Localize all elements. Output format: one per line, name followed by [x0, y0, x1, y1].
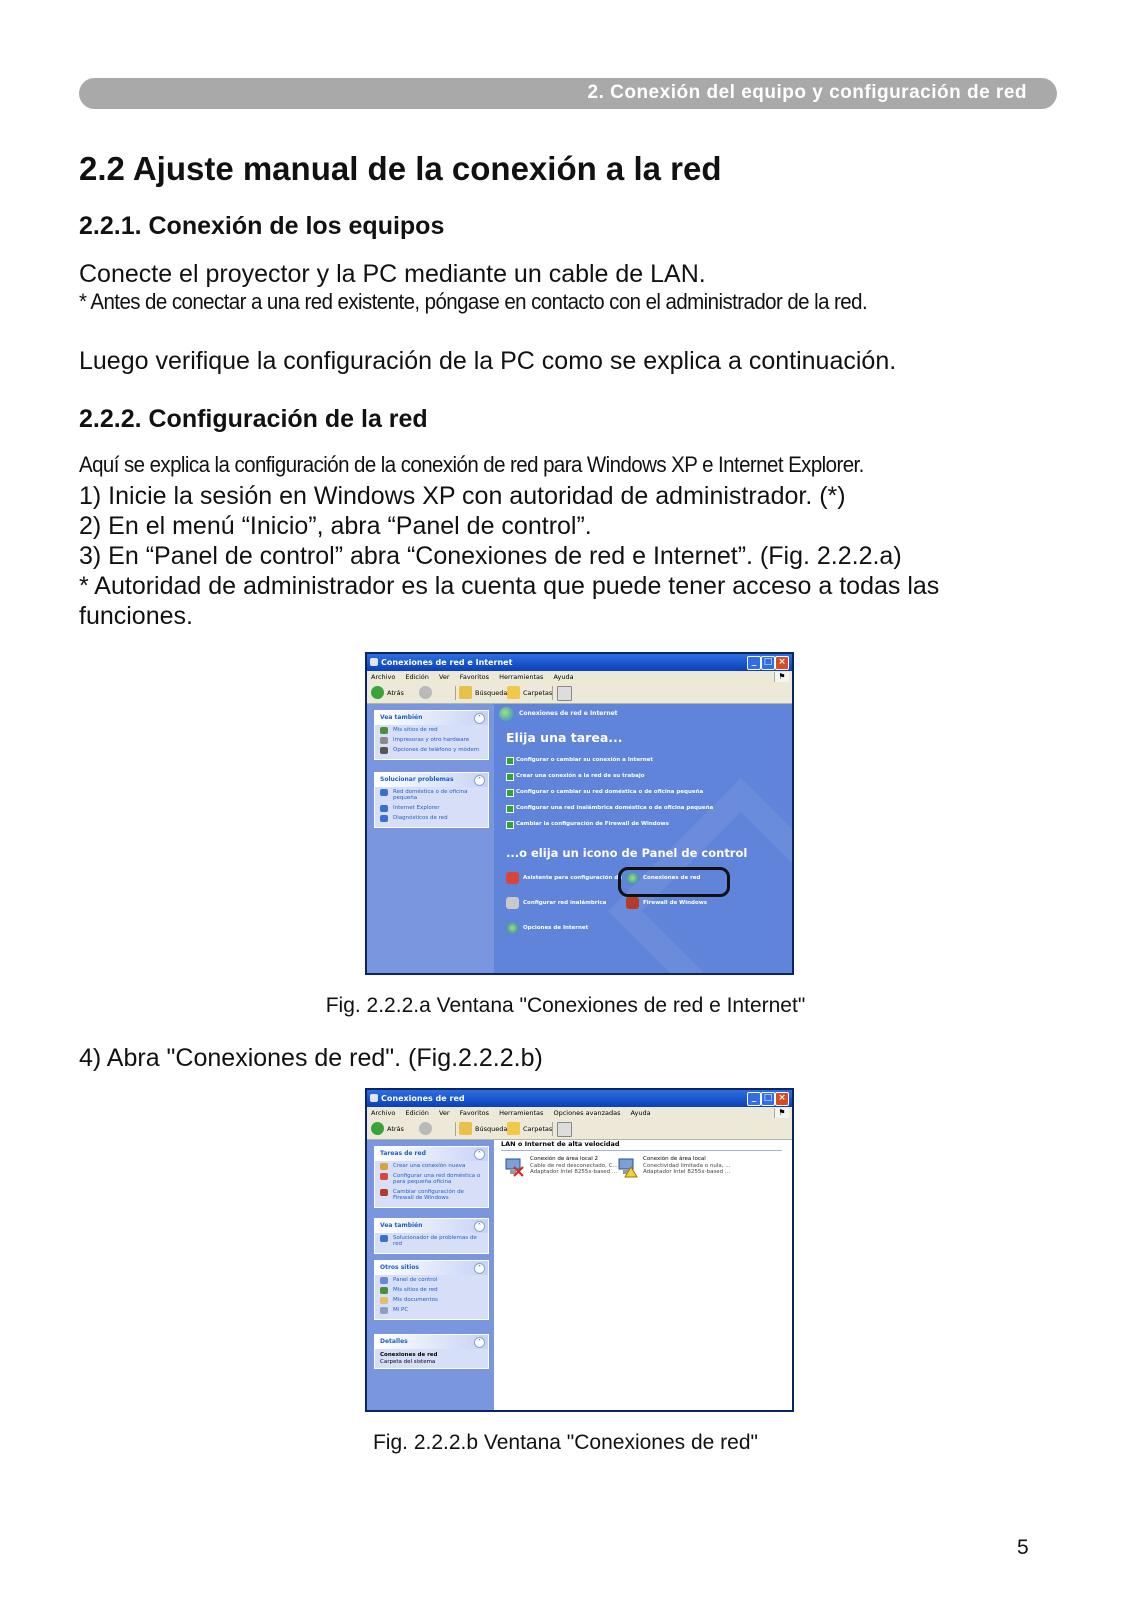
troubleshoot-item[interactable]: Diagnósticos de red [375, 813, 488, 827]
connection-item[interactable] [503, 1156, 618, 1176]
figure-b-task-pane [367, 1140, 494, 1410]
minimize-icon[interactable]: _ [747, 656, 761, 670]
network-places-icon [380, 727, 388, 734]
figure-b-window [365, 1088, 794, 1412]
menu-ayuda[interactable]: Ayuda [553, 673, 574, 681]
network-task-item[interactable]: Cambiar configuración de Firewall de Windows [375, 1187, 488, 1207]
search-label[interactable]: Búsqueda [475, 1125, 508, 1133]
see-also-box [374, 710, 489, 760]
other-places-title[interactable]: Otros sitios ˄ [375, 1261, 488, 1275]
menu-ayuda[interactable]: Ayuda [630, 1109, 651, 1117]
toolbar-separator [455, 1122, 456, 1136]
internet-options-icon [506, 922, 519, 934]
section-title: 2.2 Ajuste manual de la conexión a la red [79, 150, 722, 187]
collapse-icon[interactable]: ˄ [474, 775, 485, 786]
menu-edicion[interactable]: Edición [405, 1109, 429, 1117]
figure-b-titlebar [367, 1090, 792, 1107]
arrow-icon [506, 757, 514, 765]
connection-name: Conexión de área local [643, 1156, 706, 1162]
step-2: 2) En el menú “Inicio”, abra “Panel de control”. [79, 512, 592, 540]
figure-b-menubar [367, 1107, 792, 1119]
back-label[interactable]: Atrás [387, 689, 404, 697]
help-icon [380, 1235, 388, 1242]
page-number: 5 [1017, 1536, 1029, 1559]
paragraph-intro: Aquí se explica la configuración de la conexión de red para Windows XP e Internet Explorer. [79, 452, 864, 477]
see-also-box [374, 1218, 489, 1254]
forward-icon[interactable] [419, 686, 432, 699]
figure-a-task-pane [367, 704, 494, 973]
windows-flag-icon: ⚑ [774, 672, 789, 682]
connection-adapter: Adaptador Intel 8255x-based ... [530, 1169, 618, 1175]
network-tasks-box [374, 1146, 489, 1208]
firewall-icon [380, 1189, 388, 1196]
connection-group-heading: LAN o Internet de alta velocidad [501, 1140, 620, 1148]
collapse-icon[interactable]: ˄ [474, 1221, 485, 1232]
network-task-item[interactable]: Crear una conexión nueva [375, 1161, 488, 1171]
figure-a-titlebar [367, 654, 792, 671]
note-admin: * Antes de conectar a una red existente, póngase en contacto con el administrador de la red. [79, 289, 868, 314]
task-link[interactable]: Crear una conexión a la red de su trabajo [506, 772, 645, 780]
chapter-header-bar [79, 78, 1057, 109]
collapse-icon[interactable]: ˄ [474, 713, 485, 724]
maximize-icon[interactable]: □ [761, 1092, 775, 1106]
lan-limited-icon [616, 1156, 638, 1178]
other-place-item[interactable]: Mi PC [375, 1305, 488, 1319]
folders-label[interactable]: Carpetas [523, 1125, 553, 1133]
details-title[interactable]: Detalles ˄ [375, 1335, 488, 1349]
minimize-icon[interactable]: _ [747, 1092, 761, 1106]
figure-a-main-area [494, 704, 792, 973]
control-panel-icon [380, 1277, 388, 1284]
category-title: Conexiones de red e Internet [499, 707, 618, 721]
search-icon[interactable] [459, 1122, 472, 1135]
network-tasks-title[interactable]: Tareas de red ˄ [375, 1147, 488, 1161]
printer-icon [380, 737, 388, 744]
collapse-icon[interactable]: ˄ [474, 1149, 485, 1160]
collapse-icon[interactable]: ˄ [474, 1263, 485, 1274]
lan-disconnected-icon [503, 1156, 525, 1178]
help-icon [380, 805, 388, 812]
help-icon [380, 815, 388, 822]
internet-options-item[interactable]: Opciones de Internet [506, 922, 588, 934]
see-also-item[interactable]: Impresoras y otro hardware [375, 735, 488, 745]
firewall-icon [626, 897, 639, 909]
details-box [374, 1334, 489, 1369]
see-also-title[interactable]: Vea también ˄ [375, 1219, 488, 1233]
menu-favoritos[interactable]: Favoritos [459, 673, 490, 681]
back-icon[interactable] [371, 1122, 384, 1135]
new-connection-icon [380, 1163, 388, 1170]
subsection-heading-221: 2.2.1. Conexión de los equipos [79, 212, 445, 240]
windows-flag-icon: ⚑ [774, 1108, 789, 1118]
back-label[interactable]: Atrás [387, 1125, 404, 1133]
connection-status: Conectividad limitada o nula, ... [643, 1162, 731, 1169]
toolbar-separator [552, 686, 553, 700]
see-also-item[interactable]: Mis sitios de red [375, 725, 488, 735]
arrow-icon [506, 773, 514, 781]
menu-herramientas[interactable]: Herramientas [499, 1109, 544, 1117]
troubleshoot-item[interactable]: Red doméstica o de oficina pequeña [375, 787, 488, 803]
highlight-circle [618, 867, 730, 897]
step-3: 3) En “Panel de control” abra “Conexiones de red e Internet”. (Fig. 2.2.2.a) [79, 542, 902, 570]
forward-icon[interactable] [419, 1122, 432, 1135]
details-content [375, 1349, 488, 1368]
task-link[interactable]: Configurar o cambiar su conexión a Internet [506, 756, 653, 764]
task-link[interactable]: Cambiar la configuración de Firewall de Windows [506, 820, 669, 828]
home-network-icon [380, 1173, 388, 1180]
menu-edicion[interactable]: Edición [405, 673, 429, 681]
paragraph-verify: Luego verifique la configuración de la PC como se explica a continuación. [79, 347, 897, 375]
wireless-item[interactable]: Configurar red inalámbrica [506, 897, 606, 909]
note-authority-1: * Autoridad de administrador es la cuenta que puede tener acceso a todas las [79, 572, 940, 600]
other-place-item[interactable]: Mis sitios de red [375, 1285, 488, 1295]
wireless-icon [506, 897, 519, 909]
menu-archivo[interactable]: Archivo [371, 673, 396, 681]
network-connections-item[interactable]: Conexiones de red [626, 872, 700, 884]
figure-a-toolbar [367, 683, 792, 704]
views-icon[interactable] [557, 1122, 572, 1137]
figure-b-window-title: Conexiones de red [381, 1094, 465, 1103]
menu-opciones-avanzadas[interactable]: Opciones avanzadas [553, 1109, 621, 1117]
note-authority-2: funciones. [79, 602, 193, 630]
documents-icon [380, 1297, 388, 1304]
figure-b-toolbar [367, 1119, 792, 1140]
chapter-header-text: 2. Conexión del equipo y configuración de red [587, 82, 1027, 103]
arrow-icon [506, 821, 514, 829]
views-icon[interactable] [557, 686, 572, 701]
globe-icon [499, 707, 514, 721]
see-also-title[interactable]: Vea también ˄ [375, 711, 488, 725]
search-icon[interactable] [459, 686, 472, 699]
step-1: 1) Inicie la sesión en Windows XP con autoridad de administrador. (*) [79, 482, 846, 510]
toolbar-separator [552, 1122, 553, 1136]
network-task-item[interactable]: Configurar una red doméstica o para pequeña oficina [375, 1171, 488, 1187]
other-place-item[interactable]: Mis documentos [375, 1295, 488, 1305]
troubleshoot-item[interactable]: Internet Explorer [375, 803, 488, 813]
computer-icon [380, 1307, 388, 1314]
network-places-icon [380, 1287, 388, 1294]
menu-archivo[interactable]: Archivo [371, 1109, 396, 1117]
help-icon [380, 789, 388, 796]
figure-a-window [365, 652, 794, 975]
see-also-item[interactable]: Opciones de teléfono y módem [375, 745, 488, 759]
details-name: Conexiones de red [380, 1352, 438, 1358]
search-label[interactable]: Búsqueda [475, 689, 508, 697]
figure-a-menubar [367, 671, 792, 683]
folders-label[interactable]: Carpetas [523, 689, 553, 697]
troubleshoot-box [374, 772, 489, 828]
menu-herramientas[interactable]: Herramientas [499, 673, 544, 681]
firewall-item[interactable]: Firewall de Windows [626, 897, 707, 909]
figure-a-caption: Fig. 2.2.2.a Ventana "Conexiones de red e Internet" [325, 994, 806, 1017]
collapse-icon[interactable]: ˄ [474, 1337, 485, 1348]
other-places-box [374, 1260, 489, 1320]
other-place-item[interactable]: Panel de control [375, 1275, 488, 1285]
connection-adapter: Adaptador Intel 8255x-based ... [643, 1169, 731, 1175]
phone-icon [380, 747, 388, 754]
menu-ver[interactable]: Ver [438, 1109, 450, 1117]
connection-item[interactable] [616, 1156, 730, 1176]
paragraph-connect: Conecte el proyector y la PC mediante un cable de LAN. [79, 260, 706, 288]
maximize-icon[interactable]: □ [761, 656, 775, 670]
task-link[interactable]: Configurar o cambiar su red doméstica o de oficina pequeña [506, 788, 703, 796]
menu-favoritos[interactable]: Favoritos [459, 1109, 490, 1117]
troubleshoot-title[interactable]: Solucionar problemas ˄ [375, 773, 488, 787]
folders-icon[interactable] [507, 1122, 520, 1135]
toolbar-separator [455, 686, 456, 700]
pick-task-heading: Elija una tarea... [506, 730, 623, 745]
figure-b-caption: Fig. 2.2.2.b Ventana "Conexiones de red" [372, 1431, 758, 1454]
subsection-heading-222: 2.2.2. Configuración de la red [79, 405, 428, 433]
group-divider [501, 1150, 782, 1151]
house-icon [506, 872, 519, 884]
folders-icon[interactable] [507, 686, 520, 699]
arrow-icon [506, 805, 514, 813]
step-4: 4) Abra "Conexiones de red". (Fig.2.2.2.b) [79, 1044, 543, 1072]
menu-ver[interactable]: Ver [438, 673, 450, 681]
figure-a-window-title: Conexiones de red e Internet [381, 658, 513, 667]
arrow-icon [506, 789, 514, 797]
close-icon[interactable]: × [775, 656, 789, 670]
back-icon[interactable] [371, 686, 384, 699]
window-icon [370, 658, 378, 666]
connection-status: Cable de red desconectado, C... [530, 1162, 618, 1169]
figure-b-main-area [494, 1140, 792, 1410]
see-also-item[interactable]: Solucionador de problemas de red [375, 1233, 488, 1253]
connection-name: Conexión de área local 2 [530, 1156, 599, 1162]
wizard-item[interactable]: Asistente para configuración de [506, 872, 622, 884]
close-icon[interactable]: × [775, 1092, 789, 1106]
details-desc: Carpeta del sistema [380, 1358, 436, 1365]
pick-icon-heading: ...o elija un icono de Panel de control [506, 846, 748, 860]
task-link[interactable]: Configurar una red inalámbrica doméstica o de oficina pequeña [506, 804, 713, 812]
window-icon [370, 1094, 378, 1102]
